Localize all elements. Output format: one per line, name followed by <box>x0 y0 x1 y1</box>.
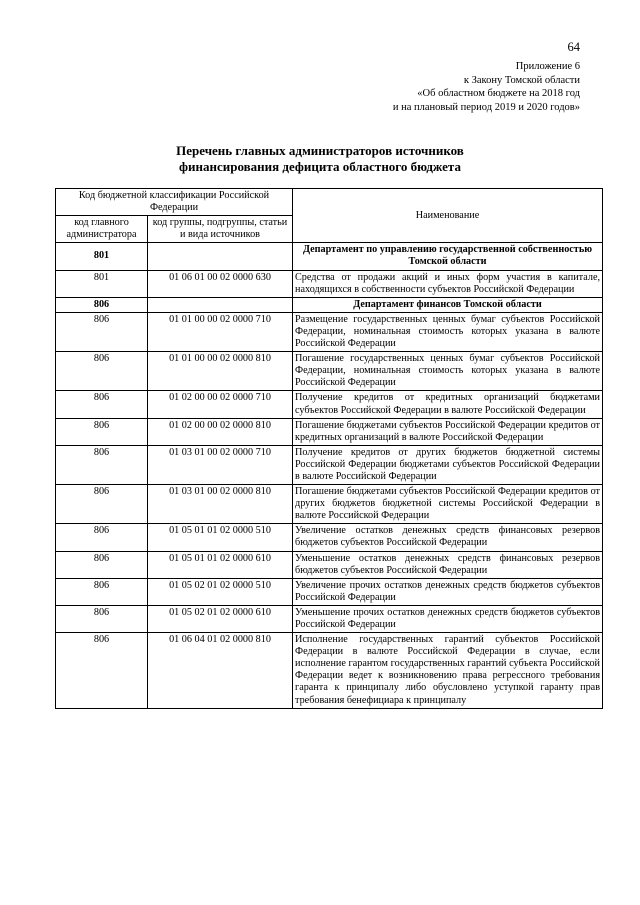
appendix-line: к Закону Томской области <box>463 74 580 86</box>
source-code-cell: 01 03 01 00 02 0000 810 <box>148 485 293 524</box>
admin-code-cell: 806 <box>56 485 148 524</box>
appendix-line: Приложение 6 <box>515 61 580 72</box>
header-source-code: код группы, подгруппы, статьи и вида источников <box>148 216 293 243</box>
header-name: Наименование <box>293 189 603 243</box>
page-title <box>60 143 580 175</box>
table-row <box>56 633 603 709</box>
administrators-table <box>55 188 603 709</box>
admin-code-cell: 806 <box>56 445 148 484</box>
name-cell: Погашение бюджетами субъектов Российской Федерации кредитов от других бюджетов бюджетной системы Российской Федерации в валюте Российской Федерации <box>293 485 603 524</box>
source-code-cell: 01 05 01 01 02 0000 610 <box>148 551 293 578</box>
name-cell: Погашение государственных ценных бумаг субъектов Российской Федерации, номинальная стоимость которых указана в валюте Российской Федерации <box>293 352 603 391</box>
page-number: 64 <box>567 40 580 54</box>
admin-code-cell: 806 <box>56 578 148 605</box>
department-name: Департамент по управлению государственной собственностью Томской области <box>293 243 603 270</box>
name-cell: Размещение государственных ценных бумаг субъектов Российской Федерации, номинальная стоимость которых указана в валюте Российской Федерации <box>293 312 603 351</box>
source-code-cell: 01 01 00 00 02 0000 810 <box>148 352 293 391</box>
source-code-cell: 01 05 01 01 02 0000 510 <box>148 524 293 551</box>
source-code-cell: 01 02 00 00 02 0000 710 <box>148 391 293 418</box>
title-line: Перечень главных администраторов источников <box>176 143 464 158</box>
admin-code-cell: 806 <box>56 605 148 632</box>
admin-code-cell: 806 <box>56 524 148 551</box>
table-row <box>56 391 603 418</box>
name-cell: Увеличение прочих остатков денежных средств бюджетов субъектов Российской Федерации <box>293 578 603 605</box>
source-code-cell: 01 01 00 00 02 0000 710 <box>148 312 293 351</box>
admin-code-cell: 806 <box>56 551 148 578</box>
admin-code-cell: 806 <box>56 418 148 445</box>
table-row <box>56 605 603 632</box>
appendix-line: «Об областном бюджете на 2018 год <box>417 88 580 99</box>
appendix-line: и на плановый период 2019 и 2020 годов» <box>392 101 580 113</box>
name-cell: Получение кредитов от других бюджетов бюджетной системы Российской Федерации бюджетами субъектов Российской Федерации в валюте Российской Федерации <box>293 445 603 484</box>
source-code-cell: 01 06 01 00 02 0000 630 <box>148 270 293 297</box>
source-code-cell: 01 03 01 00 02 0000 710 <box>148 445 293 484</box>
source-code-cell: 01 05 02 01 02 0000 510 <box>148 578 293 605</box>
title-line: финансирования дефицита областного бюджета <box>179 159 461 174</box>
table-row <box>56 551 603 578</box>
empty-cell <box>148 297 293 312</box>
department-admin-code: 801 <box>56 243 148 270</box>
table-row <box>56 485 603 524</box>
department-name: Департамент финансов Томской области <box>293 297 603 312</box>
table-row <box>56 418 603 445</box>
source-code-cell: 01 05 02 01 02 0000 610 <box>148 605 293 632</box>
name-cell: Погашение бюджетами субъектов Российской Федерации кредитов от кредитных организаций в валюте Российской Федерации <box>293 418 603 445</box>
department-row <box>56 297 603 312</box>
header-classification-code: Код бюджетной классификации Российской Федерации <box>56 189 293 216</box>
department-admin-code: 806 <box>56 297 148 312</box>
source-code-cell: 01 02 00 00 02 0000 810 <box>148 418 293 445</box>
name-cell: Исполнение государственных гарантий субъектов Российской Федерации в валюте Российской Федерации в случае, если исполнение гарантом государственных гарантий субъекта Российской Федерации ведет к возникновению права регрессного требования гаранта к принципалу либо обусловлено уступкой гаранту прав требования бенефициара к принципалу <box>293 633 603 709</box>
admin-code-cell: 806 <box>56 391 148 418</box>
name-cell: Уменьшение остатков денежных средств финансовых резервов бюджетов субъектов Российской Федерации <box>293 551 603 578</box>
admin-code-cell: 806 <box>56 352 148 391</box>
table-row <box>56 524 603 551</box>
name-cell: Средства от продажи акций и иных форм участия в капитале, находящихся в собственности субъектов Российской Федерации <box>293 270 603 297</box>
table-row <box>56 578 603 605</box>
table-row <box>56 312 603 351</box>
admin-code-cell: 806 <box>56 312 148 351</box>
source-code-cell: 01 06 04 01 02 0000 810 <box>148 633 293 709</box>
appendix-block <box>393 60 580 114</box>
name-cell: Получение кредитов от кредитных организаций бюджетами субъектов Российской Федерации в валюте Российской Федерации <box>293 391 603 418</box>
admin-code-cell: 801 <box>56 270 148 297</box>
table-row <box>56 270 603 297</box>
empty-cell <box>148 243 293 270</box>
admin-code-cell: 806 <box>56 633 148 709</box>
table-row <box>56 445 603 484</box>
name-cell: Увеличение остатков денежных средств финансовых резервов бюджетов субъектов Российской Федерации <box>293 524 603 551</box>
table-row <box>56 352 603 391</box>
department-row <box>56 243 603 270</box>
name-cell: Уменьшение прочих остатков денежных средств бюджетов субъектов Российской Федерации <box>293 605 603 632</box>
header-admin-code: код главного администратора <box>56 216 148 243</box>
